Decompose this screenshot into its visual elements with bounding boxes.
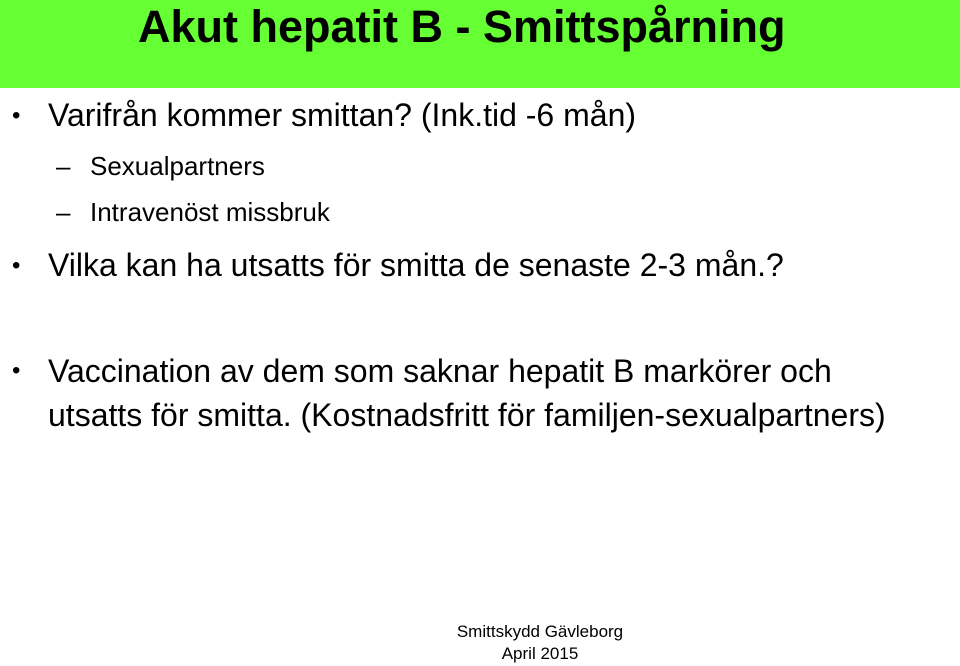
bullet-item-exposed: Vilka kan ha utsatts för smitta de senaste 2-3 mån.? bbox=[48, 247, 784, 283]
slide-title: Akut hepatit B - Smittspårning bbox=[138, 1, 786, 52]
bullet-marker: • bbox=[12, 252, 21, 279]
subitem-sexual-partners: Sexualpartners bbox=[90, 151, 265, 181]
dash-marker: – bbox=[56, 151, 71, 181]
bullet-item-vaccination: Vaccination av dem som saknar hepatit B markörer och utsatts för smitta. (Kostnadsfritt för familjen-sexualpartners) bbox=[48, 353, 886, 433]
footer-date: April 2015 bbox=[501, 644, 579, 663]
footer-organization: Smittskydd Gävleborg bbox=[456, 622, 624, 641]
bullet-item-source: Varifrån kommer smittan? (Ink.tid -6 mån) bbox=[48, 97, 637, 133]
bullet-marker: • bbox=[12, 357, 21, 384]
title-bar bbox=[0, 0, 960, 88]
bullet-marker: • bbox=[12, 102, 21, 129]
subitem-iv-drug-use: Intravenöst missbruk bbox=[90, 197, 330, 227]
dash-marker: – bbox=[56, 197, 71, 227]
